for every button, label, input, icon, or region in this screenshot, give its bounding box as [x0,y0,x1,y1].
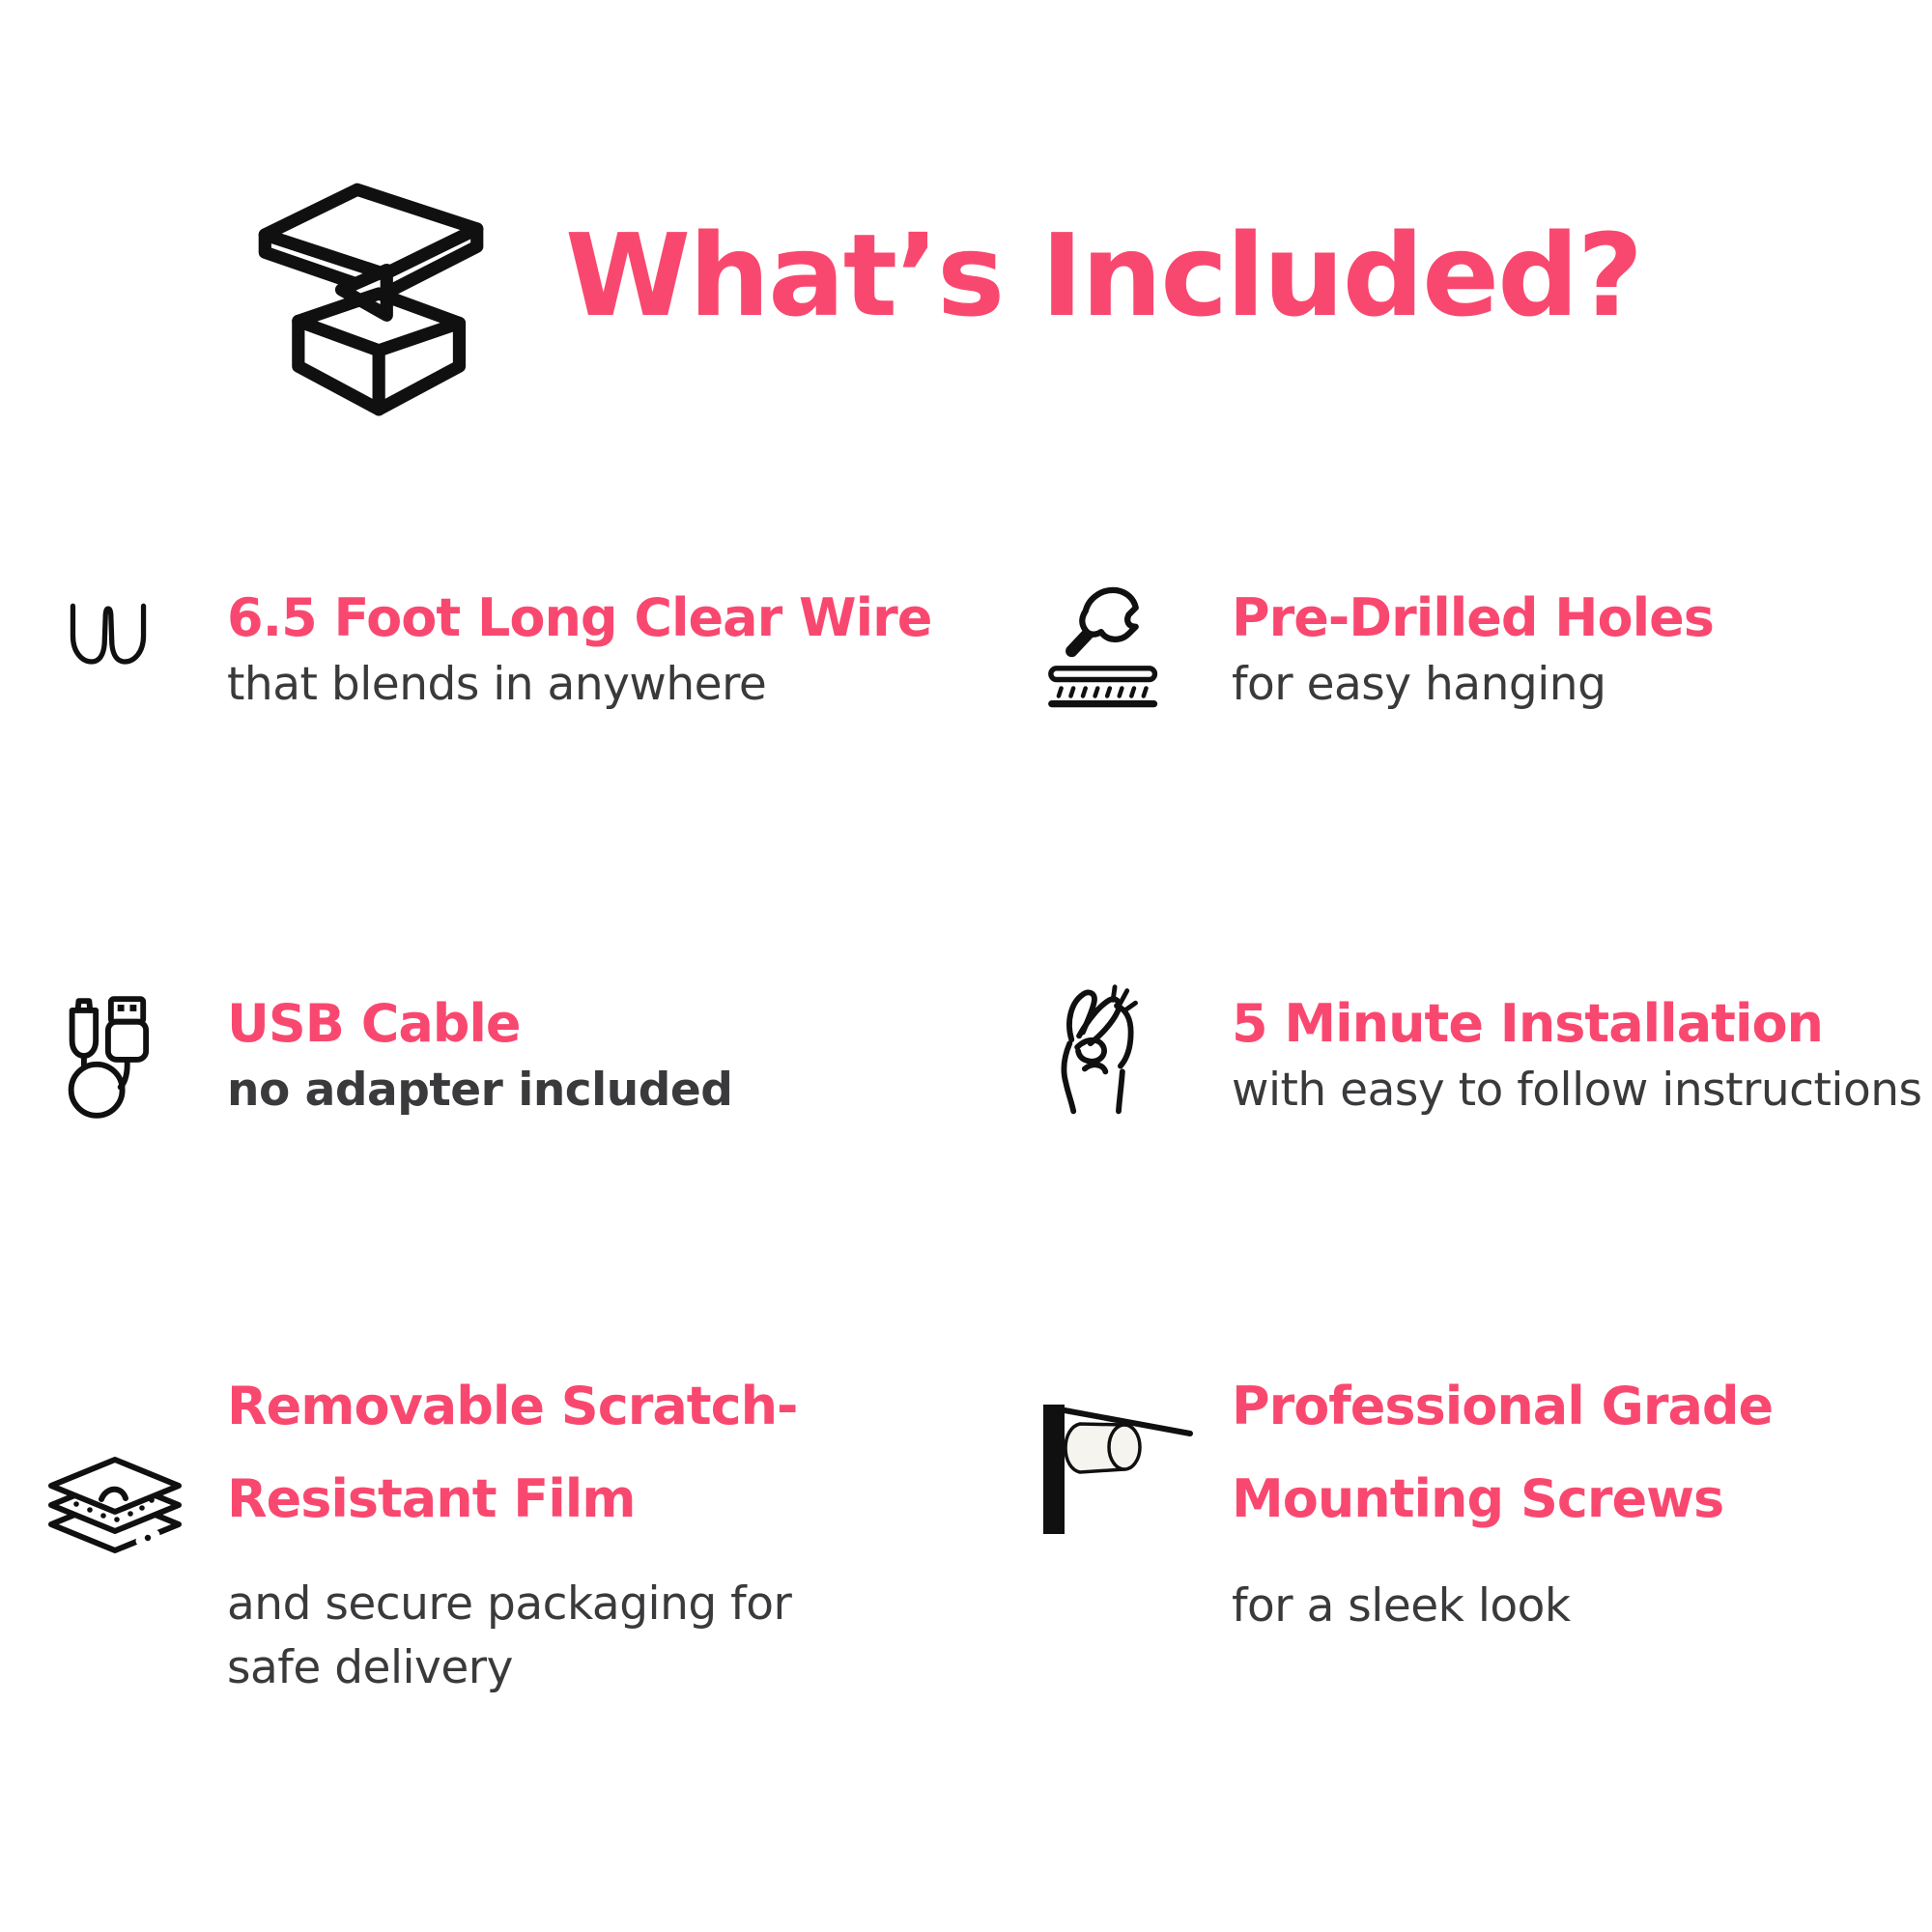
item-title-film-line2: Resistant Film [227,1468,636,1529]
usb-cable-icon [54,991,153,1122]
item-subtitle-drilled-holes: for easy hanging [1232,658,1606,711]
item-subtitle-film-line2: safe delivery [227,1641,513,1694]
page-title: What’s Included? [565,209,1642,342]
item-title-installation: 5 Minute Installation [1232,993,1823,1054]
item-title-drilled-holes: Pre-Drilled Holes [1232,587,1714,648]
item-title-screws-line2: Mounting Screws [1232,1468,1724,1529]
item-title-usb-cable: USB Cable [227,993,521,1054]
item-subtitle-clear-wire: that blends in anywhere [227,658,767,711]
item-title-clear-wire: 6.5 Foot Long Clear Wire [227,587,932,648]
item-title-film-line1: Removable Scratch- [227,1376,798,1436]
item-title-film [227,1360,797,1546]
item-title-screws [1232,1360,1773,1546]
hammer-icon [1039,566,1169,709]
item-subtitle-film-line1: and secure packaging for [227,1577,792,1631]
item-subtitle-film [227,1573,791,1700]
item-subtitle-screws: for a sleek look [1232,1579,1571,1633]
item-subtitle-usb-cable: no adapter included [227,1064,733,1117]
wire-icon [60,597,156,678]
wall-screw-icon [1036,1397,1196,1542]
snap-fingers-icon [1045,976,1153,1122]
film-layers-icon [44,1445,185,1557]
item-title-screws-line1: Professional Grade [1232,1376,1774,1436]
open-box-icon [247,174,493,419]
item-subtitle-installation: with easy to follow instructions [1232,1064,1922,1117]
